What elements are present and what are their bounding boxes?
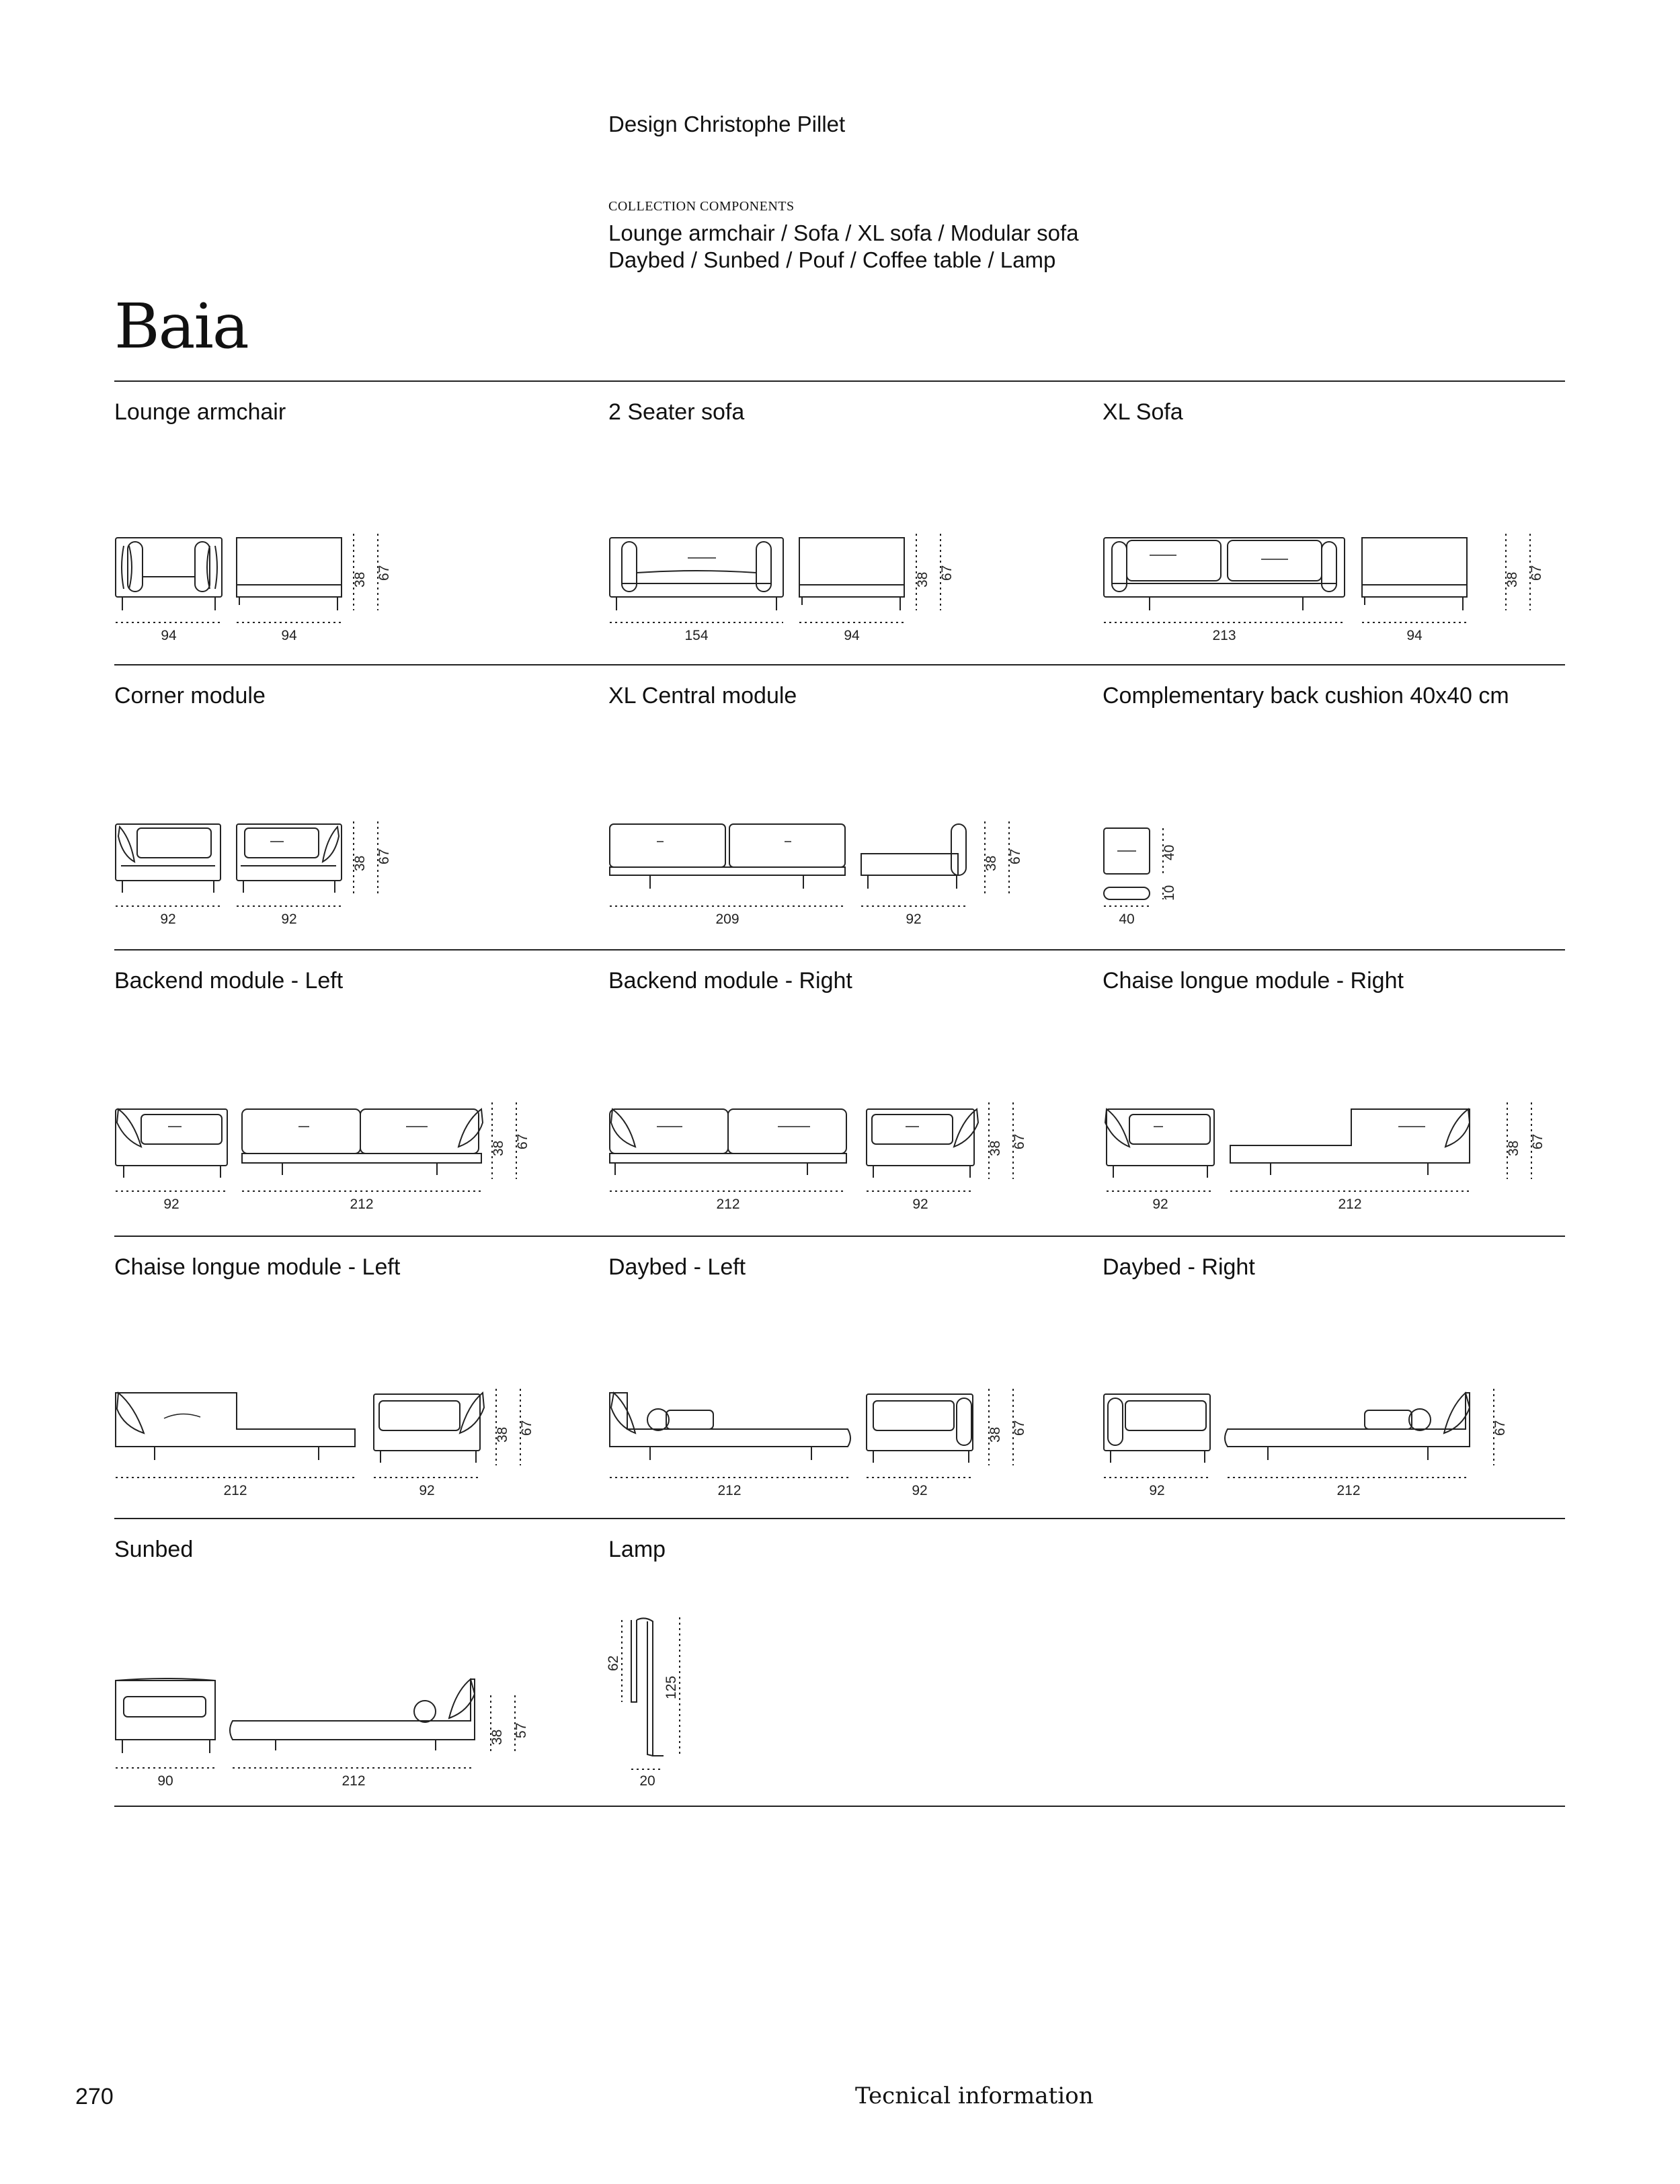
- width-dimension: 209: [715, 912, 739, 927]
- width-dimension: 90: [157, 1773, 173, 1789]
- height-dimension: 67: [1012, 1420, 1027, 1436]
- product-title: Sunbed: [114, 1537, 194, 1562]
- width-dimension: 92: [160, 912, 176, 927]
- width-dimension: 212: [1338, 1197, 1362, 1212]
- height-dimension: 38: [988, 1140, 1003, 1156]
- width-dimension: 92: [1152, 1197, 1168, 1212]
- height-dimension: 10: [1162, 885, 1177, 901]
- xl-central-module-drawing: [608, 665, 1092, 934]
- width-dimension: 94: [281, 628, 297, 643]
- product-cell-daybed-left: [608, 1237, 1092, 1506]
- lounge-armchair-drawing: [114, 382, 598, 651]
- product-cell-lamp: [608, 1519, 1092, 1788]
- product-cell-backend-module-left: [114, 951, 598, 1219]
- height-dimension: 38: [495, 1426, 510, 1443]
- product-title: Daybed - Right: [1103, 1254, 1255, 1280]
- height-dimension: 57: [514, 1722, 529, 1738]
- collection-components-line-1: Lounge armchair / Sofa / XL sofa / Modular sofa: [608, 220, 1079, 245]
- width-dimension: 212: [1336, 1483, 1361, 1498]
- width-dimension: 212: [716, 1197, 740, 1212]
- product-cell-backend-module-right: [608, 951, 1092, 1219]
- chaise-longue-left-drawing: [114, 1237, 598, 1506]
- height-dimension: 67: [515, 1133, 530, 1149]
- width-dimension: 20: [639, 1773, 655, 1789]
- product-family-title: Baia: [114, 290, 248, 362]
- width-dimension: 94: [161, 628, 177, 643]
- product-cell-xl-central-module: [608, 665, 1092, 934]
- corner-module-drawing: [114, 665, 598, 934]
- backend-module-right-drawing: [608, 951, 1092, 1219]
- product-cell-chaise-longue-right: [1103, 951, 1587, 1219]
- width-dimension: 212: [223, 1483, 247, 1498]
- product-title: XL Sofa: [1103, 399, 1183, 425]
- collection-components-line-2: Daybed / Sunbed / Pouf / Coffee table / Lamp: [608, 247, 1056, 272]
- product-cell-sunbed: [114, 1519, 598, 1788]
- product-title: Chaise longue module - Right: [1103, 968, 1404, 994]
- product-title: Daybed - Left: [608, 1254, 746, 1280]
- product-cell-chaise-longue-left: [114, 1237, 598, 1506]
- product-cell-2-seater-sofa: [608, 382, 1092, 651]
- height-dimension: 38: [352, 855, 368, 871]
- width-dimension: 212: [350, 1197, 374, 1212]
- height-dimension: 67: [939, 565, 955, 581]
- designer-credit: Design Christophe Pillet: [608, 112, 846, 136]
- footer-section-title: Tecnical information: [855, 2082, 1094, 2109]
- width-dimension: 154: [684, 628, 709, 643]
- width-dimension: 94: [1406, 628, 1423, 643]
- height-dimension: 125: [664, 1675, 679, 1699]
- width-dimension: 92: [906, 912, 922, 927]
- product-title: XL Central module: [608, 683, 797, 709]
- height-dimension: 38: [1506, 1140, 1521, 1156]
- height-dimension: 67: [1008, 848, 1023, 864]
- width-dimension: 92: [912, 1483, 928, 1498]
- height-dimension: 38: [352, 571, 368, 588]
- height-dimension: 67: [1529, 565, 1544, 581]
- product-title: Lamp: [608, 1537, 666, 1562]
- product-cell-corner-module: [114, 665, 598, 934]
- product-cell-lounge-armchair: [114, 382, 598, 651]
- daybed-right-drawing: [1103, 1237, 1587, 1506]
- daybed-left-drawing: [608, 1237, 1092, 1506]
- height-dimension: 67: [376, 848, 392, 864]
- product-title: Lounge armchair: [114, 399, 286, 425]
- product-cell-xl-sofa: [1103, 382, 1587, 651]
- width-dimension: 92: [912, 1197, 928, 1212]
- height-dimension: 38: [489, 1729, 505, 1745]
- height-dimension: 62: [606, 1655, 621, 1671]
- height-dimension: 38: [984, 855, 999, 871]
- page-number: 270: [75, 2084, 114, 2109]
- product-title: Complementary back cushion 40x40 cm: [1103, 683, 1509, 709]
- width-dimension: 40: [1119, 912, 1135, 927]
- xl-sofa-drawing: [1103, 382, 1587, 651]
- height-dimension: 38: [915, 571, 930, 588]
- product-title: Corner module: [114, 683, 266, 709]
- width-dimension: 92: [1149, 1483, 1165, 1498]
- collection-label: COLLECTION COMPONENTS: [608, 199, 795, 214]
- width-dimension: 94: [844, 628, 860, 643]
- height-dimension: 38: [988, 1426, 1003, 1443]
- width-dimension: 92: [281, 912, 297, 927]
- 2-seater-sofa-drawing: [608, 382, 1092, 651]
- product-title: Backend module - Right: [608, 968, 852, 994]
- height-dimension: 38: [1505, 571, 1520, 588]
- product-title: Chaise longue module - Left: [114, 1254, 401, 1280]
- height-dimension: 67: [1012, 1133, 1027, 1149]
- width-dimension: 92: [419, 1483, 435, 1498]
- chaise-longue-right-drawing: [1103, 951, 1587, 1219]
- divider-rule: [114, 1806, 1565, 1807]
- height-dimension: 67: [1492, 1420, 1508, 1436]
- backend-module-left-drawing: [114, 951, 598, 1219]
- width-dimension: 212: [717, 1483, 742, 1498]
- product-cell-daybed-right: [1103, 1237, 1587, 1506]
- height-dimension: 67: [376, 565, 392, 581]
- width-dimension: 92: [163, 1197, 179, 1212]
- product-title: 2 Seater sofa: [608, 399, 745, 425]
- width-dimension: 213: [1212, 628, 1236, 643]
- product-cell-back-cushion: [1103, 665, 1587, 934]
- height-dimension: 67: [1530, 1133, 1546, 1149]
- sunbed-drawing: [114, 1519, 598, 1802]
- back-cushion-drawing: [1103, 665, 1587, 934]
- height-dimension: 67: [519, 1420, 534, 1436]
- height-dimension: 40: [1162, 844, 1177, 860]
- height-dimension: 38: [491, 1140, 506, 1156]
- width-dimension: 212: [342, 1773, 366, 1789]
- lamp-drawing: [608, 1519, 1092, 1802]
- product-title: Backend module - Left: [114, 968, 344, 994]
